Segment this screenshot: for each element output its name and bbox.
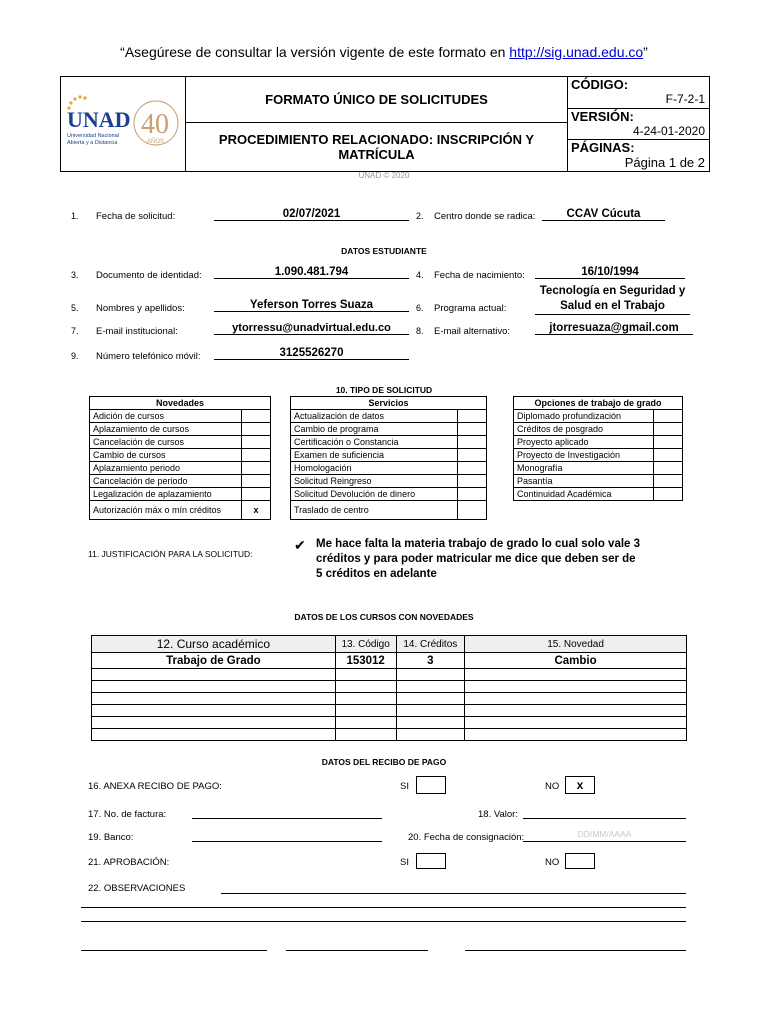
f3-label: Documento de identidad: [96,270,202,281]
option-checkbox[interactable] [458,488,487,501]
novedades-option[interactable] [90,462,271,475]
servicios-table [290,396,487,520]
servicios-option[interactable] [291,462,487,475]
section-student: DATOS ESTUDIANTE [341,246,427,256]
sig-link[interactable]: http://sig.unad.edu.co [509,44,644,60]
option-checkbox[interactable] [458,449,487,462]
course-cell[interactable] [335,705,396,717]
course-cell[interactable] [396,669,465,681]
course-cell[interactable] [335,669,396,681]
opciones-table [513,396,683,501]
opciones-option[interactable] [514,449,683,462]
course-row [92,705,687,717]
f6-label: Programa actual: [434,303,507,314]
deposit-date-field[interactable]: DD/MM/AAAA [523,829,686,842]
request-type-title: 10. TIPO DE SOLICITUD [335,385,433,395]
f5-label: Nombres y apellidos: [96,303,185,314]
option-label: Créditos de posgrado [514,423,654,436]
f2-label: Centro donde se radica: [434,211,536,222]
course-cell[interactable] [92,717,336,729]
option-label: Examen de suficiencia [291,449,458,462]
svg-text:UNAD: UNAD [67,107,131,132]
option-checkbox[interactable] [242,475,271,488]
novedades-option[interactable] [90,488,271,501]
courses-table [91,635,687,741]
option-checkbox[interactable] [654,475,683,488]
option-label: Continuidad Académica [514,488,654,501]
svg-text:Abierta y a Distancia: Abierta y a Distancia [67,140,118,146]
option-label: Adición de cursos [90,410,242,423]
servicios-option[interactable] [291,475,487,488]
f19-label: 19. Banco: [88,832,134,843]
check-icon: ✔ [294,537,306,553]
option-label: Cancelación de cursos [90,436,242,449]
option-label: Homologación [291,462,458,475]
f22-label: 22. OBSERVACIONES [88,883,186,894]
observations-line-3[interactable] [81,909,686,922]
option-checkbox[interactable] [654,488,683,501]
course-cell[interactable] [396,681,465,693]
full-name-field[interactable]: Yeferson Torres Suaza [214,299,409,312]
novedades-option[interactable] [90,436,271,449]
f5-num: 5. [71,303,79,313]
course-cell[interactable] [92,669,336,681]
procedure-title: PROCEDIMIENTO RELACIONADO: INSCRIPCIÓN Y MATRÍCULA [186,123,568,171]
section-payment: DATOS DEL RECIBO DE PAGO [321,757,447,767]
svg-text:AÑOS: AÑOS [147,139,165,145]
pages-block: PÁGINAS: Página 1 de 2 [571,140,705,170]
opciones-option[interactable] [514,423,683,436]
course-row [92,717,687,729]
option-label: Autorización máx o mín créditos [90,501,242,520]
course-cell[interactable] [92,693,336,705]
course-column-header: 15. Novedad [465,636,687,653]
option-checkbox[interactable] [242,410,271,423]
option-label: Traslado de centro [291,501,458,520]
novedades-header: Novedades [90,397,271,410]
opciones-option[interactable] [514,410,683,423]
unad-logo [61,77,186,171]
option-label: Cancelación de periodo [90,475,242,488]
course-cell[interactable] [465,717,687,729]
alt-email-field[interactable]: jtorresuaza@gmail.com [535,322,693,335]
course-cell[interactable] [335,681,396,693]
option-checkbox[interactable] [654,410,683,423]
servicios-option[interactable] [291,488,487,501]
f21-no-checkbox[interactable] [565,853,595,869]
option-checkbox[interactable] [458,475,487,488]
servicios-option[interactable] [291,410,487,423]
center-field[interactable]: CCAV Cúcuta [542,208,665,221]
option-label: Aplazamiento de cursos [90,423,242,436]
opciones-option[interactable] [514,475,683,488]
servicios-header: Servicios [291,397,487,410]
option-label: Cambio de programa [291,423,458,436]
option-checkbox[interactable] [654,436,683,449]
f18-label: 18. Valor: [478,809,518,820]
option-checkbox[interactable] [242,436,271,449]
servicios-option[interactable] [291,501,487,520]
f16-si-label: SI [400,781,409,792]
option-label: Certificación o Constancia [291,436,458,449]
observations-line-1[interactable] [221,881,686,894]
option-checkbox[interactable]: x [242,501,271,520]
course-cell[interactable] [335,729,396,741]
f2-num: 2. [416,211,424,221]
course-column-header: 13. Código [335,636,396,653]
f16-label: 16. ANEXA RECIBO DE PAGO: [88,781,222,792]
id-document-field[interactable]: 1.090.481.794 [214,266,409,279]
option-label: Actualización de datos [291,410,458,423]
signature-line-2[interactable] [286,938,428,951]
observations-line-2[interactable] [81,895,686,908]
option-checkbox[interactable] [242,462,271,475]
option-checkbox[interactable] [654,423,683,436]
course-cell[interactable]: Cambio [465,653,687,669]
f17-label: 17. No. de factura: [88,809,167,820]
opciones-option[interactable] [514,436,683,449]
novedades-option[interactable] [90,501,271,520]
code-block: CÓDIGO: F-7-2-1 [568,77,709,109]
form-title: FORMATO ÚNICO DE SOLICITUDES [186,77,568,123]
option-checkbox[interactable] [458,501,487,520]
course-row [92,729,687,741]
course-column-header: 12. Curso académico [92,636,336,653]
course-cell[interactable] [396,729,465,741]
f8-num: 8. [416,326,424,336]
copyright: UNAD © 2020 [358,171,410,180]
option-label: Proyecto aplicado [514,436,654,449]
f9-num: 9. [71,351,79,361]
course-cell[interactable] [465,729,687,741]
novedades-table [89,396,271,520]
option-label: Aplazamiento periodo [90,462,242,475]
course-cell[interactable] [465,693,687,705]
section-courses: DATOS DE LOS CURSOS CON NOVEDADES [294,612,474,622]
course-cell[interactable] [465,669,687,681]
justification-text[interactable]: Me hace falta la materia trabajo de grado lo cual solo vale 3 créditos y para poder matricular me dice que deben ser de 5 créditos en adelante [316,538,641,580]
course-cell[interactable] [396,717,465,729]
servicios-option[interactable] [291,423,487,436]
course-column-header: 14. Créditos [396,636,465,653]
course-cell[interactable] [335,717,396,729]
course-cell[interactable] [396,705,465,717]
f21-si-checkbox[interactable] [416,853,446,869]
f3-num: 3. [71,270,79,280]
amount-field[interactable] [523,806,686,819]
option-checkbox[interactable] [654,462,683,475]
institutional-email-field[interactable]: ytorressu@unadvirtual.edu.co [214,322,409,335]
f21-no-label: NO [545,857,560,868]
novedades-option[interactable] [90,410,271,423]
option-checkbox[interactable] [458,462,487,475]
f20-label: 20. Fecha de consignación: [408,832,525,843]
option-label: Pasantía [514,475,654,488]
option-checkbox[interactable] [458,423,487,436]
svg-text:40: 40 [141,109,169,140]
f6-num: 6. [416,303,424,313]
option-label: Proyecto de Investigación [514,449,654,462]
course-row [92,653,687,669]
course-cell[interactable] [92,705,336,717]
course-cell[interactable] [465,705,687,717]
option-checkbox[interactable] [458,410,487,423]
form-header [60,76,710,172]
option-label: Solicitud Reingreso [291,475,458,488]
option-checkbox[interactable] [458,436,487,449]
servicios-option[interactable] [291,436,487,449]
course-cell[interactable] [396,693,465,705]
signature-line-1[interactable] [81,938,267,951]
f1-label: Fecha de solicitud: [96,211,176,222]
novedades-option[interactable] [90,475,271,488]
svg-text:Universidad Nacional: Universidad Nacional [67,133,119,139]
course-cell[interactable]: 3 [396,653,465,669]
version-block: VERSIÓN: 4-24-01-2020 [568,109,709,140]
f9-label: Número telefónico móvil: [96,351,201,362]
phone-field[interactable]: 3125526270 [214,347,409,360]
f8-label: E-mail alternativo: [434,326,511,337]
course-cell[interactable] [92,729,336,741]
justification-label: 11. JUSTIFICACIÓN PARA LA SOLICITUD: [88,549,253,559]
course-cell[interactable] [465,681,687,693]
option-checkbox[interactable] [654,449,683,462]
course-cell[interactable]: 153012 [335,653,396,669]
f16-no-checkbox[interactable]: x [565,776,595,794]
opciones-option[interactable] [514,488,683,501]
bank-field[interactable] [192,829,382,842]
f16-no-label: NO [545,781,560,792]
birthdate-field[interactable]: 16/10/1994 [535,266,685,279]
f4-num: 4. [416,270,424,280]
novedades-option[interactable] [90,449,271,462]
option-label: Diplomado profundización [514,410,654,423]
program-field[interactable]: Tecnología en Seguridad y Salud en el Trabajo [535,284,690,315]
option-label: Cambio de cursos [90,449,242,462]
f1-num: 1. [71,211,79,221]
option-label: Legalización de aplazamiento [90,488,242,501]
course-row [92,669,687,681]
course-row [92,693,687,705]
course-cell[interactable] [335,693,396,705]
course-cell[interactable] [92,681,336,693]
f7-num: 7. [71,326,79,336]
servicios-option[interactable] [291,449,487,462]
option-checkbox[interactable] [242,449,271,462]
course-cell[interactable]: Trabajo de Grado [92,653,336,669]
option-checkbox[interactable] [242,488,271,501]
opciones-option[interactable] [514,462,683,475]
f16-si-checkbox[interactable] [416,776,446,794]
f4-label: Fecha de nacimiento: [434,270,525,281]
opciones-header: Opciones de trabajo de grado [514,397,683,410]
course-row [92,681,687,693]
version-notice: “Asegúrese de consultar la versión vigente de este formato en http://sig.unad.edu.co” [120,44,648,60]
f21-si-label: SI [400,857,409,868]
option-checkbox[interactable] [242,423,271,436]
request-date-field[interactable]: 02/07/2021 [214,208,409,221]
f7-label: E-mail institucional: [96,326,178,337]
signature-line-3[interactable] [465,938,686,951]
novedades-option[interactable] [90,423,271,436]
option-label: Solicitud Devolución de dinero [291,488,458,501]
option-label: Monografía [514,462,654,475]
f21-label: 21. APROBACIÓN: [88,857,170,868]
invoice-number-field[interactable] [192,806,382,819]
